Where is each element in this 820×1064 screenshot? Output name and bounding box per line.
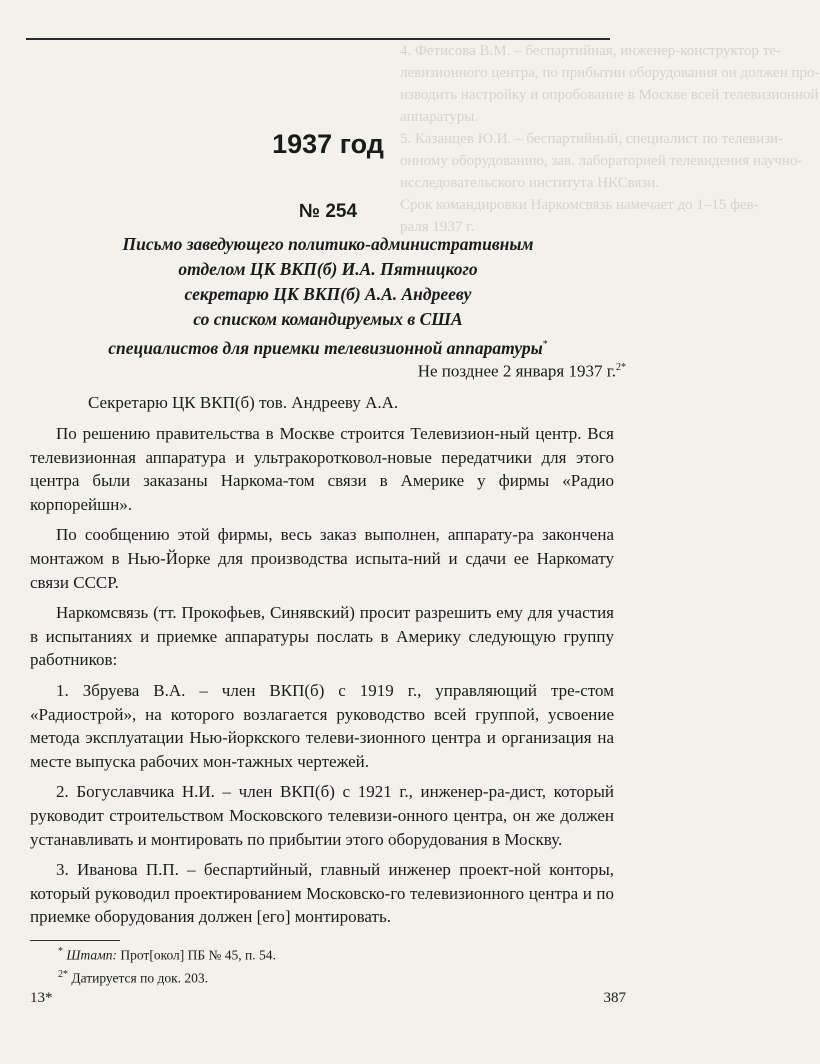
footnote-mark: 2* bbox=[58, 968, 68, 980]
paragraph: По решению правительства в Москве строится Телевизион-ный центр. Вся телевизионная аппаратура и ультракоротковол-новые передатчики для этого центра были заказаны Наркома-том связи в Америке у фирмы «Радио корпорейшн». bbox=[30, 424, 614, 514]
addressee: Секретарю ЦК ВКП(б) тов. Андрееву А.А. bbox=[88, 393, 399, 412]
title-line: отделом ЦК ВКП(б) И.А. Пятницкого bbox=[178, 259, 478, 279]
date-text: Не позднее 2 января 1937 г. bbox=[417, 361, 616, 381]
title-line-text: специалистов для приемки телевизионной аппаратуры bbox=[108, 337, 543, 358]
title-line: со списком командируемых в США bbox=[193, 309, 463, 329]
paragraph: По сообщению этой фирмы, весь заказ выполнен, аппарату-ра закончена монтажом в Нью-Йорке для производства испыта-ний и сдачи ее Наркомату связи СССР. bbox=[30, 525, 614, 592]
paragraph: 2. Богуславчика Н.И. – член ВКП(б) с 1921 г., инженер-ра-дист, который руководит строительством Московского телевизи-онного центра, он же должен устанавливать и монтировать по прибытии этого оборудования в Москву. bbox=[30, 782, 614, 849]
footnote-rule bbox=[30, 940, 120, 941]
title-footnote-mark: * bbox=[542, 339, 548, 350]
letter-body bbox=[30, 422, 614, 936]
document-date bbox=[418, 357, 626, 383]
date-footnote-mark: 2* bbox=[616, 362, 626, 373]
footnote-text: Датируется по док. 203. bbox=[68, 970, 209, 985]
bleed-line: Срок командировки Наркомсвязь намечает до 1–15 фев- bbox=[400, 197, 759, 213]
bleed-line: 4. Фетисова В.М. – беспартийная, инженер-конструктор те- bbox=[400, 43, 781, 59]
page-number: 387 bbox=[603, 990, 626, 1006]
bleed-line: исследовательского института НКСвязи. bbox=[400, 175, 660, 191]
section-year-heading: 1937 год bbox=[272, 129, 384, 159]
paragraph: 3. Иванова П.П. – беспартийный, главный инженер проект-ной конторы, который руководил проектированием Московско-го телевизионного центра и по приемке оборудования должен [его] монтировать. bbox=[30, 860, 614, 927]
bleed-line: аппаратуры. bbox=[400, 109, 479, 125]
bleed-line: левизионного центра, по прибытии оборудования он должен про- bbox=[400, 65, 820, 81]
document-title bbox=[30, 232, 626, 361]
bleed-line: изводить настройку и опробование в Москве всей телевизионной bbox=[400, 87, 819, 103]
paragraph: Наркомсвязь (тт. Прокофьев, Синявский) просит разрешить ему для участия в испытаниях и приемке аппаратуры послать в Америку следующую группу работников: bbox=[30, 603, 614, 670]
title-line: Письмо заведующего политико-административным bbox=[122, 234, 534, 254]
title-line: секретарю ЦК ВКП(б) А.А. Андрееву bbox=[184, 284, 472, 304]
bleed-line: онному оборудованию, зав. лабораторией телевидения научно- bbox=[400, 153, 803, 169]
paragraph: 1. Збруева В.А. – член ВКП(б) с 1919 г., управляющий тре-стом «Радиострой», на которого возлагается руководство всей группой, усвоение метода эксплуатации Нью-йоркского телеви-зионного центра и организация на месте выпуска рабочих мон-тажных чертежей. bbox=[30, 680, 614, 771]
footnote bbox=[58, 965, 276, 988]
footnotes bbox=[58, 942, 276, 987]
bleed-line: раля 1937 г. bbox=[400, 219, 475, 235]
footnote-label: Штамп: bbox=[66, 947, 117, 963]
footnote-text: Прот[окол] ПБ № 45, п. 54. bbox=[116, 947, 276, 963]
signature-mark: 13* bbox=[30, 990, 53, 1006]
bleed-line: 5. Казанцев Ю.И. – беспартийный, специалист по телевизи- bbox=[400, 131, 784, 147]
document-number: № 254 bbox=[298, 201, 358, 222]
footnote-mark: * bbox=[58, 946, 63, 957]
footnote bbox=[58, 942, 276, 965]
